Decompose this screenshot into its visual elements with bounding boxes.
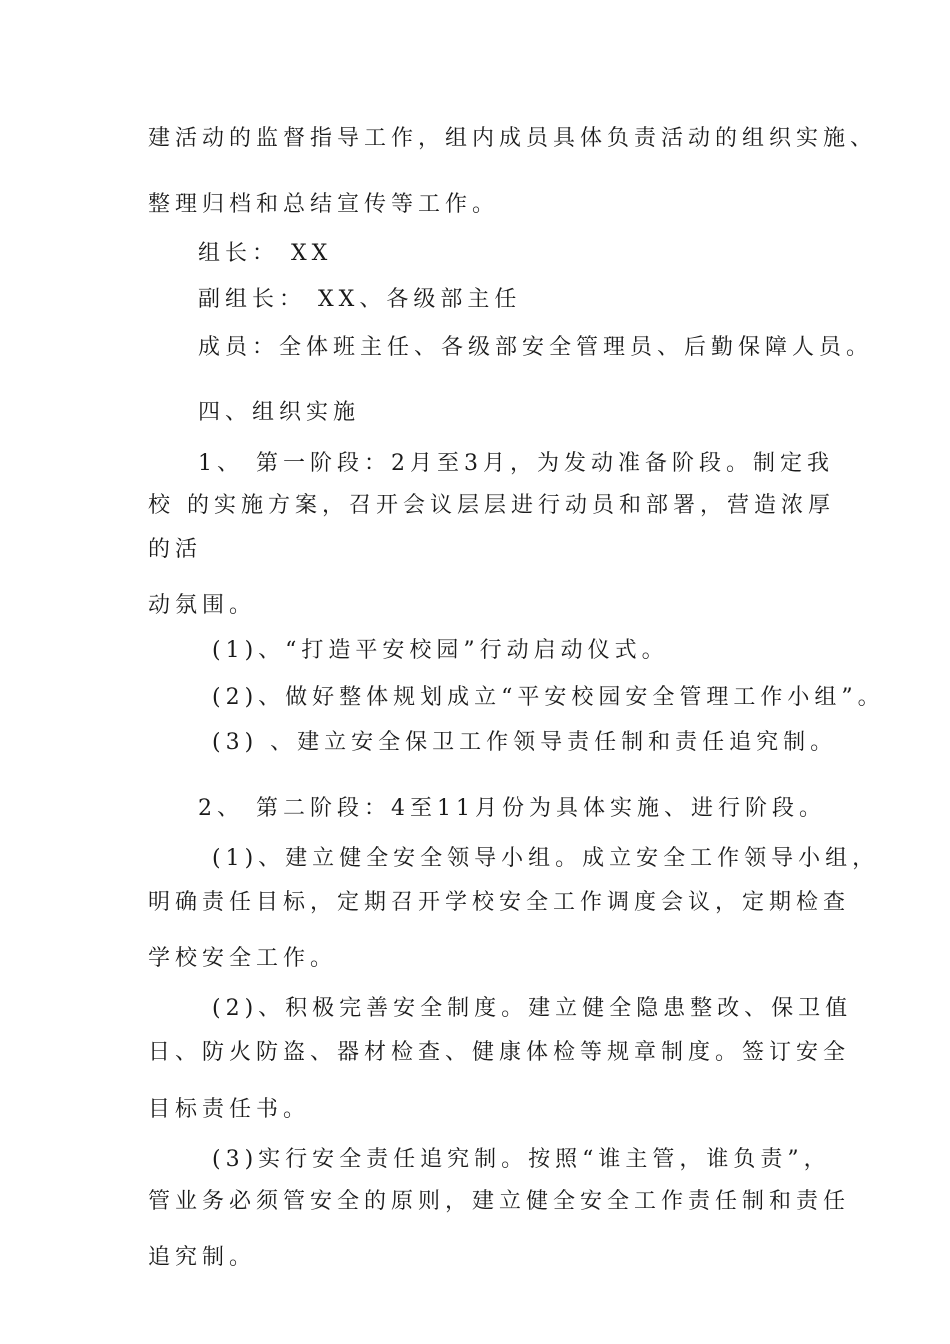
text-line: 追究制。 <box>148 1245 257 1270</box>
text-line: 建活动的监督指导工作，组内成员具体负责活动的组织实施、 <box>148 126 878 151</box>
text-line: (2)、做好整体规划成立“平安校园安全管理工作小组”。 <box>212 685 885 710</box>
text-line: 学校安全工作。 <box>148 946 338 971</box>
text-line: 明确责任目标，定期召开学校安全工作调度会议，定期检查 <box>148 890 851 915</box>
text-line: (1)、建立健全安全领导小组。成立安全工作领导小组， <box>212 846 880 871</box>
text-line: 副组长： XX、各级部主任 <box>198 287 522 312</box>
text-line: (3) 、建立安全保卫工作领导责任制和责任追究制。 <box>212 730 838 755</box>
text-line: (1)、“打造平安校园”行动启动仪式。 <box>212 638 669 663</box>
text-line: 的活 <box>148 537 203 562</box>
section-heading: 四、组织实施 <box>198 400 361 425</box>
text-line: 动氛围。 <box>148 593 257 618</box>
text-line: 2、 第二阶段：4至11月份为具体实施、进行阶段。 <box>198 796 826 821</box>
text-line: 成员：全体班主任、各级部安全管理员、后勤保障人员。 <box>198 335 874 360</box>
text-line: 日、防火防盗、器材检查、健康体检等规章制度。签订安全 <box>148 1040 851 1065</box>
text-line: 目标责任书。 <box>148 1097 311 1122</box>
text-line: 1、 第一阶段：2月至3月，为发动准备阶段。制定我 <box>198 451 834 476</box>
text-line: 组长： XX <box>198 241 333 266</box>
text-line: (2)、积极完善安全制度。建立健全隐患整改、保卫值 <box>212 996 853 1021</box>
text-line: 整理归档和总结宣传等工作。 <box>148 192 500 217</box>
text-line: 校 的实施方案，召开会议层层进行动员和部署，营造浓厚 <box>148 493 835 518</box>
text-line: 管业务必须管安全的原则，建立健全安全工作责任制和责任 <box>148 1189 851 1214</box>
text-line: (3)实行安全责任追究制。按照“谁主管，谁负责”， <box>212 1147 831 1172</box>
